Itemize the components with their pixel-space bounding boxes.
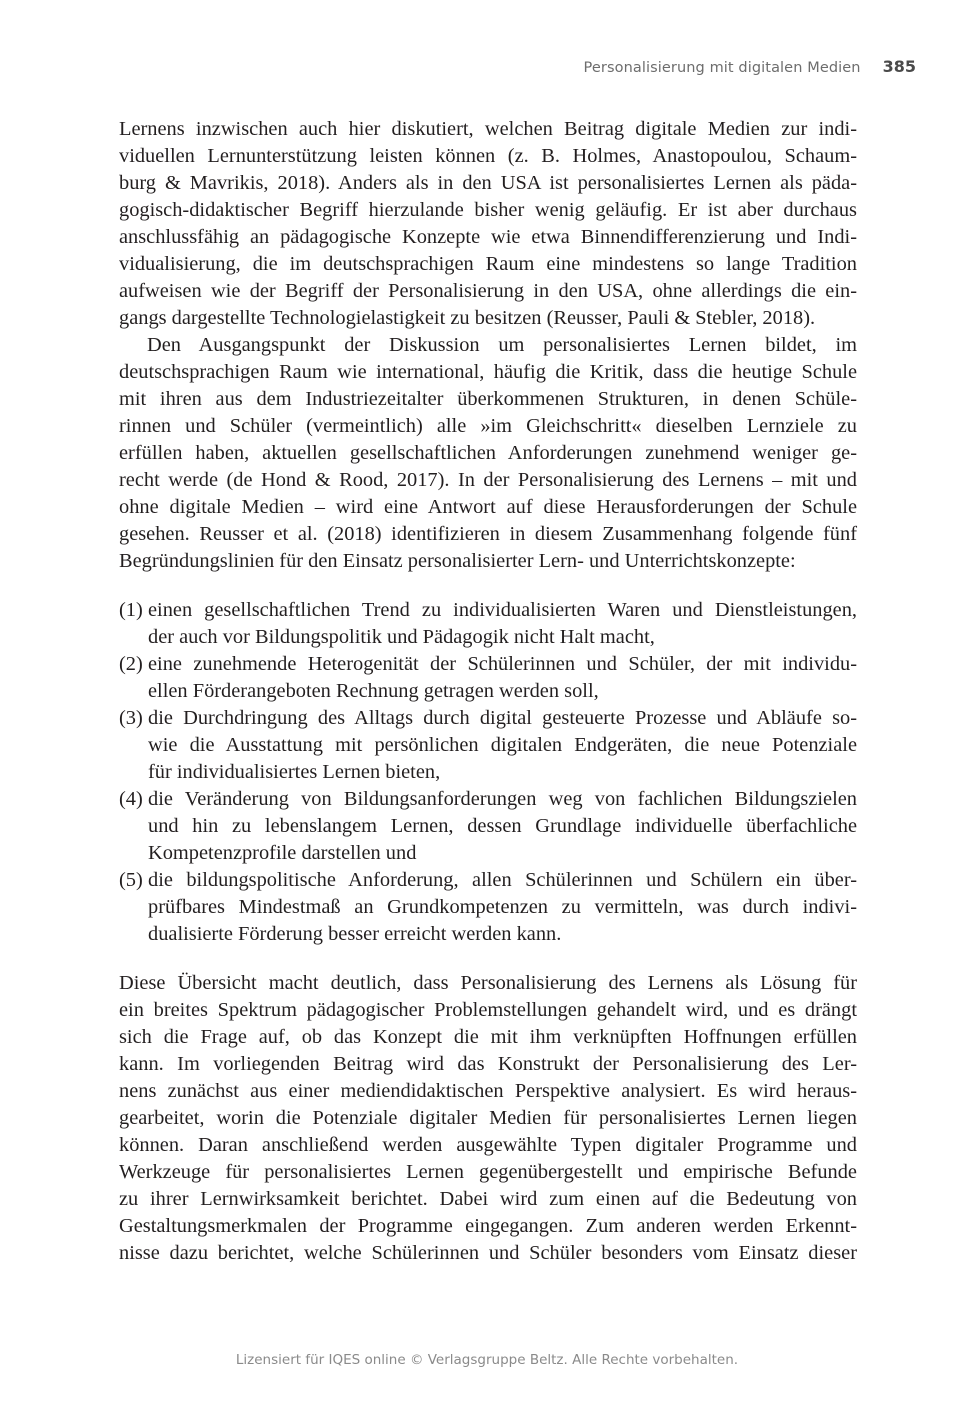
list-number: (3): [119, 707, 143, 729]
text-line: vidualisierung, die im deutschsprachigen Raum eine mindestens so lange Tradition: [119, 253, 857, 275]
text-line: mit ihren aus dem Industriezeitalter überkommenen Strukturen, in denen Schüle-: [119, 388, 857, 410]
text-line: gearbeitet, worin die Potenziale digitaler Medien für personalisiertes Lernen liegen: [119, 1107, 857, 1129]
list-text: einen gesellschaftlichen Trend zu individualisierten Waren und Dienstleistungen,: [148, 599, 857, 621]
text-line: gogisch-didaktischer Begriff hierzulande bisher wenig geläufig. Er ist aber durchaus: [119, 199, 857, 221]
text-line: Begründungslinien für den Einsatz personalisierter Lern- und Unterrichtskonzepte:: [119, 550, 796, 572]
list-text: ellen Förderangeboten Rechnung getragen werden soll,: [148, 680, 599, 702]
text-line: deutschsprachigen Raum wie international, häufig die Kritik, dass die heutige Schule: [119, 361, 857, 383]
list-text: Kompetenzprofile darstellen und: [148, 842, 417, 864]
paragraph-3: [119, 970, 857, 1267]
list-item: [119, 786, 857, 867]
paragraph-2: [119, 332, 857, 575]
body-text: [119, 116, 857, 1267]
list-text: die Durchdringung des Alltags durch digital gesteuerte Prozesse und Abläufe so-: [148, 707, 857, 729]
list-number: (2): [119, 653, 143, 675]
text-line: gangs dargestellte Technologielastigkeit zu besitzen (Reusser, Pauli & Stebler, 2018).: [119, 307, 816, 329]
text-line: Lernens inzwischen auch hier diskutiert, welchen Beitrag digitale Medien zur indi-: [119, 118, 857, 140]
list-text: und hin zu lebenslangem Lernen, dessen Grundlage individuelle überfachliche: [148, 815, 857, 837]
list-text: die bildungspolitische Anforderung, allen Schülerinnen und Schülern ein über-: [148, 869, 857, 891]
list-number: (5): [119, 869, 143, 891]
list-item: [119, 705, 857, 786]
text-line: können. Daran anschließend werden ausgewählte Typen digitaler Programme und: [119, 1134, 857, 1156]
paragraph-1: [119, 116, 857, 332]
list-item: [119, 867, 857, 948]
list-item: [119, 597, 857, 651]
text-line: zu ihrer Lernwirksamkeit berichtet. Dabei wird zum einen auf die Bedeutung von: [119, 1188, 857, 1210]
text-line: ohne digitale Medien – wird eine Antwort auf diese Herausforderungen der Schule: [119, 496, 857, 518]
list-text: der auch vor Bildungspolitik und Pädagogik nicht Halt macht,: [148, 626, 655, 648]
text-line: gesehen. Reusser et al. (2018) identifizieren in diesem Zusammenhang folgende fünf: [119, 523, 857, 545]
text-line: Gestaltungsmerkmalen der Programme eingegangen. Zum anderen werden Erkennt-: [119, 1215, 857, 1237]
text-line: Werkzeuge für personalisiertes Lernen gegenübergestellt und empirische Befunde: [119, 1161, 857, 1183]
text-line: sich die Frage auf, ob das Konzept die mit ihm verknüpften Hoffnungen erfüllen: [119, 1026, 857, 1048]
list-text: wie die Ausstattung mit persönlichen digitalen Endgeräten, die neue Potenziale: [148, 734, 857, 756]
page-number: 385: [882, 57, 916, 76]
text-line: Diese Übersicht macht deutlich, dass Personalisierung des Lernens als Lösung für: [119, 972, 857, 994]
list-text: die Veränderung von Bildungsanforderungen weg von fachlichen Bildungszielen: [148, 788, 857, 810]
text-line: nisse dazu berichtet, welche Schülerinnen und Schüler besonders vom Einsatz dieser: [119, 1242, 857, 1264]
text-line: recht werde (de Hond & Rood, 2017). In der Personalisierung des Lernens – mit und: [119, 469, 857, 491]
running-header: [584, 57, 916, 76]
list-text: prüfbares Mindestmaß an Grundkompetenzen zu vermitteln, was durch indivi-: [148, 896, 857, 918]
text-line: rinnen und Schüler (vermeintlich) alle »im Gleichschritt« dieselben Lernziele zu: [119, 415, 857, 437]
text-line: aufweisen wie der Begriff der Personalisierung in den USA, ohne allerdings die ein-: [119, 280, 857, 302]
text-line: burg & Mavrikis, 2018). Anders als in den USA ist personalisiertes Lernen als päda-: [119, 172, 857, 194]
running-title: Personalisierung mit digitalen Medien: [583, 60, 861, 76]
list-number: (4): [119, 788, 143, 810]
list-text: dualisierte Förderung besser erreicht werden kann.: [148, 923, 562, 945]
text-line: viduellen Lernunterstützung leisten können (z. B. Holmes, Anastopoulou, Schaum-: [119, 145, 857, 167]
license-footer: Lizensiert für IQES online © Verlagsgruppe Beltz. Alle Rechte vorbehalten.: [235, 1352, 739, 1368]
list-text: eine zunehmende Heterogenität der Schülerinnen und Schüler, der mit individu-: [148, 653, 857, 675]
text-line: ein breites Spektrum pädagogischer Problemstellungen gehandelt wird, und es drängt: [119, 999, 857, 1021]
numbered-list: [119, 597, 857, 948]
list-item: [119, 651, 857, 705]
text-line: erfüllen haben, aktuellen gesellschaftlichen Anforderungen zunehmend weniger ge-: [119, 442, 857, 464]
text-line: nens zunächst aus einer mediendidaktischen Perspektive analysiert. Es wird heraus-: [119, 1080, 857, 1102]
text-line: anschlussfähig an pädagogische Konzepte wie etwa Binnendifferenzierung und Indi-: [119, 226, 857, 248]
list-text: für individualisiertes Lernen bieten,: [148, 761, 441, 783]
text-line: kann. Im vorliegenden Beitrag wird das Konstrukt der Personalisierung des Ler-: [119, 1053, 857, 1075]
text-line: Den Ausgangspunkt der Diskussion um personalisiertes Lernen bildet, im: [147, 334, 857, 356]
list-number: (1): [119, 599, 143, 621]
